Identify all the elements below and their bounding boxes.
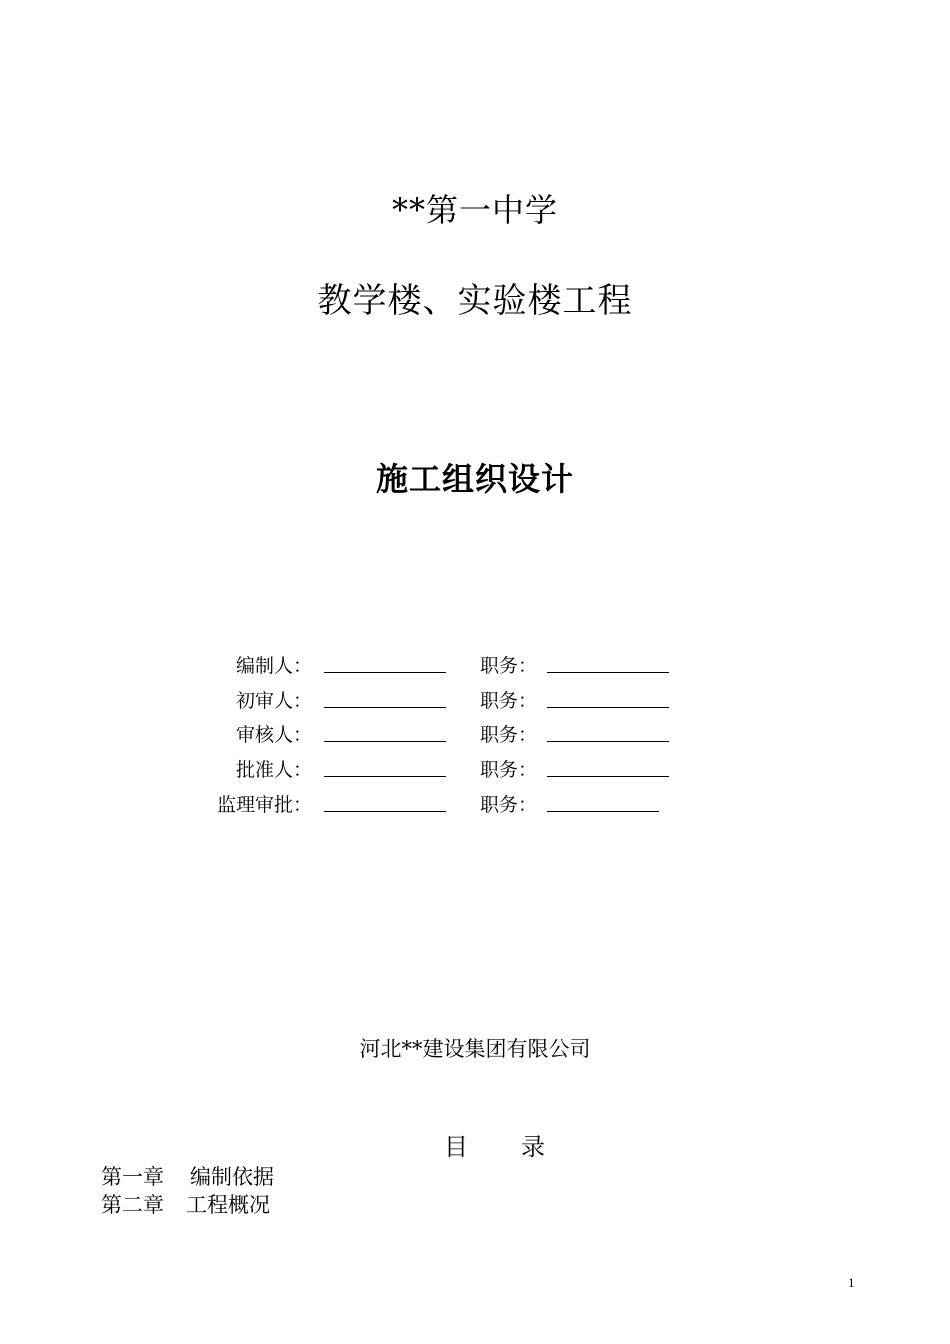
page-number: 1 bbox=[848, 1275, 855, 1290]
signature-row bbox=[0, 790, 950, 820]
position-label: 职务： bbox=[480, 794, 538, 816]
toc-title-left: 目 bbox=[444, 1133, 468, 1161]
toc-title bbox=[444, 1131, 545, 1163]
position-label: 职务： bbox=[480, 655, 538, 677]
signature-row bbox=[0, 720, 950, 750]
position-label: 职务： bbox=[480, 759, 538, 781]
signer-label: 批准人： bbox=[235, 759, 312, 781]
signer-blank-line bbox=[324, 741, 446, 742]
toc-item[interactable] bbox=[101, 1162, 274, 1192]
company-name: 河北**建设集团有限公司 bbox=[359, 1037, 591, 1061]
signer-blank-line bbox=[324, 707, 446, 708]
signature-row bbox=[0, 686, 950, 716]
signer-blank-line bbox=[324, 672, 446, 673]
toc-chapter-number: 第一章 bbox=[101, 1165, 164, 1189]
toc-title-right: 录 bbox=[521, 1133, 545, 1161]
signer-blank-line bbox=[324, 776, 446, 777]
signature-row bbox=[0, 651, 950, 681]
signer-label: 编制人： bbox=[235, 655, 312, 677]
position-label: 职务： bbox=[480, 690, 538, 712]
project-name: 教学楼、实验楼工程 bbox=[317, 281, 633, 321]
document-title: 施工组织设计 bbox=[375, 460, 574, 498]
toc-chapter-name: 编制依据 bbox=[190, 1165, 274, 1189]
toc-chapter-name: 工程概况 bbox=[186, 1193, 270, 1217]
signer-label: 初审人： bbox=[235, 690, 312, 712]
school-name: **第一中学 bbox=[391, 191, 558, 229]
signer-label: 监理审批： bbox=[216, 794, 312, 816]
signer-blank-line bbox=[324, 811, 446, 812]
toc-chapter-number: 第二章 bbox=[101, 1193, 164, 1217]
position-blank-line bbox=[547, 741, 669, 742]
signer-label: 审核人： bbox=[235, 724, 312, 746]
signature-row bbox=[0, 755, 950, 785]
toc-item[interactable] bbox=[101, 1190, 270, 1220]
position-label: 职务： bbox=[480, 724, 538, 746]
position-blank-line bbox=[547, 672, 669, 673]
position-blank-line bbox=[547, 811, 659, 812]
position-blank-line bbox=[547, 776, 669, 777]
position-blank-line bbox=[547, 707, 669, 708]
